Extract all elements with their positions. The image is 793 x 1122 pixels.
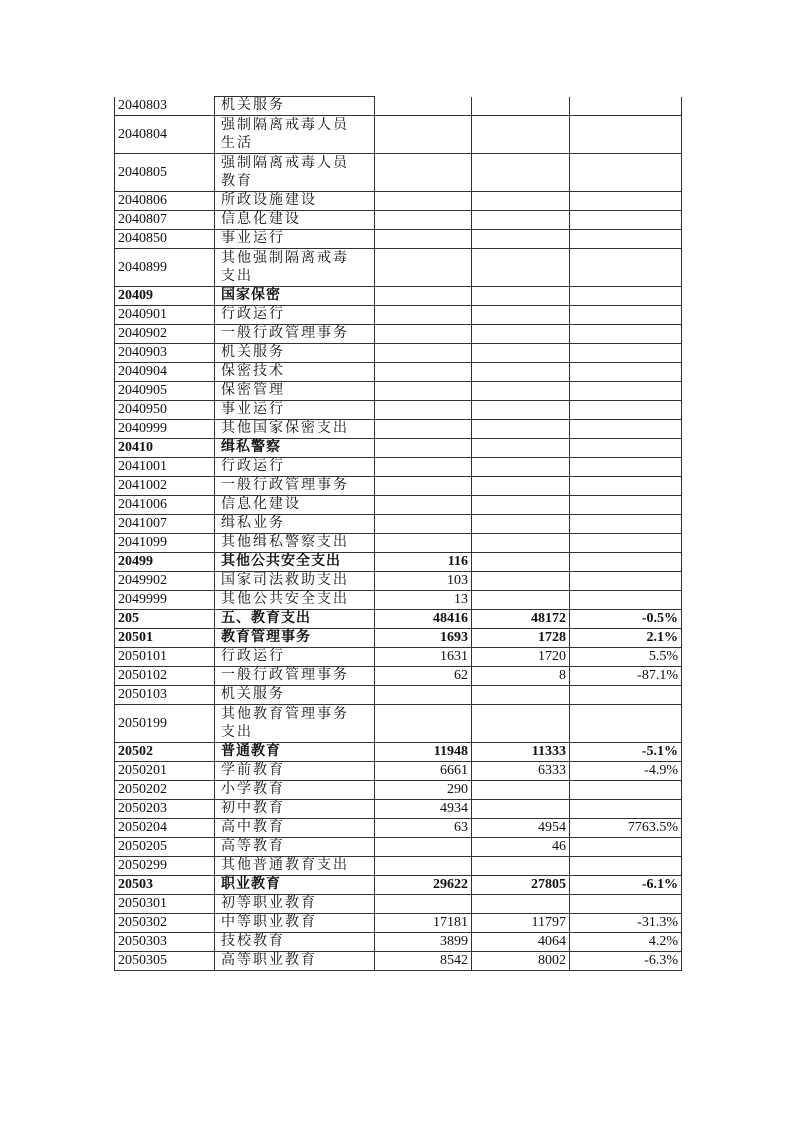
value-current-cell bbox=[472, 458, 570, 477]
table-row bbox=[115, 572, 682, 591]
value-prior-cell bbox=[375, 838, 472, 857]
name-cell: 信息化建设 bbox=[215, 211, 375, 230]
value-prior-cell bbox=[375, 401, 472, 420]
change-percent-cell bbox=[570, 534, 682, 553]
value-current-cell bbox=[472, 230, 570, 249]
code-cell: 2050302 bbox=[115, 914, 215, 933]
change-percent-cell bbox=[570, 895, 682, 914]
table-row bbox=[115, 325, 682, 344]
code-cell: 20409 bbox=[115, 287, 215, 306]
name-cell: 一般行政管理事务 bbox=[215, 667, 375, 686]
value-prior-cell: 8542 bbox=[375, 952, 472, 971]
change-percent-cell: -6.3% bbox=[570, 952, 682, 971]
value-current-cell: 4954 bbox=[472, 819, 570, 838]
name-cell: 所政设施建设 bbox=[215, 192, 375, 211]
budget-table-body bbox=[115, 97, 682, 971]
code-cell: 205 bbox=[115, 610, 215, 629]
value-current-cell: 1720 bbox=[472, 648, 570, 667]
name-cell: 其他强制隔离戒毒支出 bbox=[215, 249, 375, 287]
table-row bbox=[115, 952, 682, 971]
value-prior-cell: 103 bbox=[375, 572, 472, 591]
budget-table bbox=[114, 96, 682, 971]
name-cell: 职业教育 bbox=[215, 876, 375, 895]
table-row-category bbox=[115, 876, 682, 895]
value-prior-cell bbox=[375, 458, 472, 477]
change-percent-cell bbox=[570, 572, 682, 591]
change-percent-cell: 5.5% bbox=[570, 648, 682, 667]
code-cell: 2041099 bbox=[115, 534, 215, 553]
value-current-cell bbox=[472, 344, 570, 363]
value-current-cell: 8002 bbox=[472, 952, 570, 971]
name-cell: 保密管理 bbox=[215, 382, 375, 401]
value-prior-cell bbox=[375, 325, 472, 344]
value-prior-cell bbox=[375, 97, 472, 116]
change-percent-cell: 2.1% bbox=[570, 629, 682, 648]
change-percent-cell bbox=[570, 800, 682, 819]
value-prior-cell bbox=[375, 705, 472, 743]
value-prior-cell: 1631 bbox=[375, 648, 472, 667]
table-row bbox=[115, 667, 682, 686]
name-cell: 机关服务 bbox=[215, 686, 375, 705]
name-cell: 其他普通教育支出 bbox=[215, 857, 375, 876]
name-cell: 强制隔离戒毒人员教育 bbox=[215, 154, 375, 192]
value-prior-cell bbox=[375, 496, 472, 515]
change-percent-cell: -87.1% bbox=[570, 667, 682, 686]
code-cell: 2040902 bbox=[115, 325, 215, 344]
name-cell: 保密技术 bbox=[215, 363, 375, 382]
change-percent-cell bbox=[570, 686, 682, 705]
value-prior-cell: 62 bbox=[375, 667, 472, 686]
change-percent-cell bbox=[570, 97, 682, 116]
code-cell: 2050102 bbox=[115, 667, 215, 686]
name-cell: 国家保密 bbox=[215, 287, 375, 306]
code-cell: 2050101 bbox=[115, 648, 215, 667]
name-cell: 学前教育 bbox=[215, 762, 375, 781]
change-percent-cell: -31.3% bbox=[570, 914, 682, 933]
value-prior-cell: 11948 bbox=[375, 743, 472, 762]
table-row bbox=[115, 249, 682, 287]
value-current-cell: 11797 bbox=[472, 914, 570, 933]
table-row bbox=[115, 192, 682, 211]
value-current-cell bbox=[472, 363, 570, 382]
value-prior-cell: 116 bbox=[375, 553, 472, 572]
value-current-cell bbox=[472, 895, 570, 914]
code-cell: 2050299 bbox=[115, 857, 215, 876]
name-cell: 信息化建设 bbox=[215, 496, 375, 515]
value-current-cell bbox=[472, 325, 570, 344]
change-percent-cell bbox=[570, 211, 682, 230]
name-cell: 教育管理事务 bbox=[215, 629, 375, 648]
code-cell: 2050301 bbox=[115, 895, 215, 914]
name-cell: 一般行政管理事务 bbox=[215, 477, 375, 496]
value-current-cell bbox=[472, 306, 570, 325]
code-cell: 2040850 bbox=[115, 230, 215, 249]
value-current-cell: 1728 bbox=[472, 629, 570, 648]
value-prior-cell bbox=[375, 249, 472, 287]
table-row-category bbox=[115, 287, 682, 306]
name-cell: 其他公共安全支出 bbox=[215, 553, 375, 572]
name-cell: 其他教育管理事务支出 bbox=[215, 705, 375, 743]
change-percent-cell bbox=[570, 857, 682, 876]
change-percent-cell bbox=[570, 439, 682, 458]
table-row bbox=[115, 477, 682, 496]
value-prior-cell bbox=[375, 344, 472, 363]
value-prior-cell bbox=[375, 154, 472, 192]
code-cell: 2050203 bbox=[115, 800, 215, 819]
code-cell: 2050204 bbox=[115, 819, 215, 838]
value-current-cell bbox=[472, 496, 570, 515]
table-row-category bbox=[115, 439, 682, 458]
name-cell: 缉私警察 bbox=[215, 439, 375, 458]
value-current-cell: 4064 bbox=[472, 933, 570, 952]
change-percent-cell: 7763.5% bbox=[570, 819, 682, 838]
change-percent-cell bbox=[570, 591, 682, 610]
name-cell: 强制隔离戒毒人员生活 bbox=[215, 116, 375, 154]
value-prior-cell bbox=[375, 515, 472, 534]
value-prior-cell: 290 bbox=[375, 781, 472, 800]
change-percent-cell bbox=[570, 344, 682, 363]
code-cell: 2040803 bbox=[115, 97, 215, 116]
name-cell: 国家司法救助支出 bbox=[215, 572, 375, 591]
change-percent-cell bbox=[570, 458, 682, 477]
code-cell: 2050202 bbox=[115, 781, 215, 800]
value-current-cell bbox=[472, 705, 570, 743]
table-row bbox=[115, 363, 682, 382]
code-cell: 2040899 bbox=[115, 249, 215, 287]
table-row bbox=[115, 230, 682, 249]
table-row bbox=[115, 914, 682, 933]
code-cell: 2041007 bbox=[115, 515, 215, 534]
name-cell: 小学教育 bbox=[215, 781, 375, 800]
code-cell: 20499 bbox=[115, 553, 215, 572]
name-cell: 缉私业务 bbox=[215, 515, 375, 534]
name-cell: 技校教育 bbox=[215, 933, 375, 952]
code-cell: 2041001 bbox=[115, 458, 215, 477]
change-percent-cell bbox=[570, 363, 682, 382]
code-cell: 2040901 bbox=[115, 306, 215, 325]
value-prior-cell: 13 bbox=[375, 591, 472, 610]
value-prior-cell bbox=[375, 192, 472, 211]
value-current-cell bbox=[472, 401, 570, 420]
value-current-cell bbox=[472, 781, 570, 800]
value-current-cell bbox=[472, 591, 570, 610]
code-cell: 2050103 bbox=[115, 686, 215, 705]
value-current-cell bbox=[472, 800, 570, 819]
change-percent-cell bbox=[570, 420, 682, 439]
value-prior-cell: 29622 bbox=[375, 876, 472, 895]
table-row bbox=[115, 686, 682, 705]
code-cell: 2040905 bbox=[115, 382, 215, 401]
value-current-cell bbox=[472, 192, 570, 211]
value-current-cell: 6333 bbox=[472, 762, 570, 781]
value-prior-cell bbox=[375, 363, 472, 382]
table-row bbox=[115, 838, 682, 857]
name-cell: 行政运行 bbox=[215, 458, 375, 477]
table-row bbox=[115, 306, 682, 325]
change-percent-cell bbox=[570, 306, 682, 325]
code-cell: 2041002 bbox=[115, 477, 215, 496]
change-percent-cell: 4.2% bbox=[570, 933, 682, 952]
value-current-cell bbox=[472, 97, 570, 116]
table-row bbox=[115, 800, 682, 819]
code-cell: 2049902 bbox=[115, 572, 215, 591]
table-row bbox=[115, 819, 682, 838]
value-prior-cell bbox=[375, 534, 472, 553]
value-current-cell: 8 bbox=[472, 667, 570, 686]
change-percent-cell bbox=[570, 192, 682, 211]
table-row-category bbox=[115, 553, 682, 572]
code-cell: 2050199 bbox=[115, 705, 215, 743]
code-cell: 2050303 bbox=[115, 933, 215, 952]
table-row bbox=[115, 648, 682, 667]
value-current-cell bbox=[472, 249, 570, 287]
table-row bbox=[115, 515, 682, 534]
value-current-cell bbox=[472, 857, 570, 876]
name-cell: 其他国家保密支出 bbox=[215, 420, 375, 439]
table-row bbox=[115, 420, 682, 439]
code-cell: 2040950 bbox=[115, 401, 215, 420]
table-row bbox=[115, 933, 682, 952]
name-cell: 事业运行 bbox=[215, 230, 375, 249]
value-prior-cell: 1693 bbox=[375, 629, 472, 648]
value-current-cell: 48172 bbox=[472, 610, 570, 629]
change-percent-cell bbox=[570, 230, 682, 249]
value-prior-cell bbox=[375, 382, 472, 401]
code-cell: 2040999 bbox=[115, 420, 215, 439]
value-prior-cell bbox=[375, 420, 472, 439]
code-cell: 2040804 bbox=[115, 116, 215, 154]
value-current-cell: 46 bbox=[472, 838, 570, 857]
code-cell: 2049999 bbox=[115, 591, 215, 610]
value-prior-cell bbox=[375, 230, 472, 249]
value-current-cell bbox=[472, 572, 570, 591]
name-cell: 一般行政管理事务 bbox=[215, 325, 375, 344]
code-cell: 2050205 bbox=[115, 838, 215, 857]
code-cell: 2040903 bbox=[115, 344, 215, 363]
value-current-cell bbox=[472, 116, 570, 154]
value-prior-cell bbox=[375, 306, 472, 325]
change-percent-cell bbox=[570, 287, 682, 306]
value-prior-cell bbox=[375, 895, 472, 914]
code-cell: 2040904 bbox=[115, 363, 215, 382]
value-prior-cell: 4934 bbox=[375, 800, 472, 819]
table-row bbox=[115, 781, 682, 800]
change-percent-cell bbox=[570, 154, 682, 192]
change-percent-cell bbox=[570, 838, 682, 857]
code-cell: 20502 bbox=[115, 743, 215, 762]
code-cell: 2050305 bbox=[115, 952, 215, 971]
value-current-cell bbox=[472, 515, 570, 534]
change-percent-cell bbox=[570, 325, 682, 344]
name-cell: 高等教育 bbox=[215, 838, 375, 857]
value-current-cell bbox=[472, 154, 570, 192]
change-percent-cell: -5.1% bbox=[570, 743, 682, 762]
table-row bbox=[115, 116, 682, 154]
table-row bbox=[115, 382, 682, 401]
value-current-cell: 11333 bbox=[472, 743, 570, 762]
value-prior-cell bbox=[375, 287, 472, 306]
value-current-cell bbox=[472, 686, 570, 705]
code-cell: 20501 bbox=[115, 629, 215, 648]
value-current-cell bbox=[472, 211, 570, 230]
table-row-category bbox=[115, 629, 682, 648]
table-row bbox=[115, 211, 682, 230]
table-row bbox=[115, 857, 682, 876]
value-prior-cell bbox=[375, 439, 472, 458]
change-percent-cell bbox=[570, 382, 682, 401]
table-row bbox=[115, 705, 682, 743]
table-row bbox=[115, 154, 682, 192]
value-prior-cell: 63 bbox=[375, 819, 472, 838]
name-cell: 高中教育 bbox=[215, 819, 375, 838]
value-current-cell bbox=[472, 553, 570, 572]
value-current-cell bbox=[472, 420, 570, 439]
name-cell: 初等职业教育 bbox=[215, 895, 375, 914]
name-cell: 行政运行 bbox=[215, 648, 375, 667]
value-current-cell bbox=[472, 477, 570, 496]
name-cell: 五、教育支出 bbox=[215, 610, 375, 629]
table-row-category bbox=[115, 743, 682, 762]
name-cell: 初中教育 bbox=[215, 800, 375, 819]
change-percent-cell bbox=[570, 515, 682, 534]
change-percent-cell: -6.1% bbox=[570, 876, 682, 895]
value-prior-cell bbox=[375, 116, 472, 154]
code-cell: 2040807 bbox=[115, 211, 215, 230]
table-row bbox=[115, 591, 682, 610]
change-percent-cell bbox=[570, 249, 682, 287]
value-current-cell bbox=[472, 287, 570, 306]
value-prior-cell bbox=[375, 857, 472, 876]
code-cell: 20503 bbox=[115, 876, 215, 895]
change-percent-cell bbox=[570, 781, 682, 800]
name-cell: 行政运行 bbox=[215, 306, 375, 325]
table-row-category bbox=[115, 610, 682, 629]
change-percent-cell bbox=[570, 401, 682, 420]
value-prior-cell bbox=[375, 211, 472, 230]
value-prior-cell: 48416 bbox=[375, 610, 472, 629]
value-current-cell bbox=[472, 439, 570, 458]
value-prior-cell: 17181 bbox=[375, 914, 472, 933]
table-row bbox=[115, 97, 682, 116]
code-cell: 2040806 bbox=[115, 192, 215, 211]
change-percent-cell: -4.9% bbox=[570, 762, 682, 781]
name-cell: 其他缉私警察支出 bbox=[215, 534, 375, 553]
table-row bbox=[115, 344, 682, 363]
table-row bbox=[115, 534, 682, 553]
code-cell: 20410 bbox=[115, 439, 215, 458]
value-current-cell bbox=[472, 534, 570, 553]
name-cell: 机关服务 bbox=[215, 344, 375, 363]
value-prior-cell: 3899 bbox=[375, 933, 472, 952]
change-percent-cell bbox=[570, 496, 682, 515]
name-cell: 普通教育 bbox=[215, 743, 375, 762]
value-prior-cell bbox=[375, 686, 472, 705]
name-cell: 事业运行 bbox=[215, 401, 375, 420]
change-percent-cell: -0.5% bbox=[570, 610, 682, 629]
table-row bbox=[115, 762, 682, 781]
value-current-cell: 27805 bbox=[472, 876, 570, 895]
table-row bbox=[115, 496, 682, 515]
table-row bbox=[115, 895, 682, 914]
table-row bbox=[115, 458, 682, 477]
code-cell: 2041006 bbox=[115, 496, 215, 515]
change-percent-cell bbox=[570, 116, 682, 154]
value-current-cell bbox=[472, 382, 570, 401]
name-cell: 中等职业教育 bbox=[215, 914, 375, 933]
name-cell: 高等职业教育 bbox=[215, 952, 375, 971]
table-row bbox=[115, 401, 682, 420]
change-percent-cell bbox=[570, 477, 682, 496]
name-cell: 机关服务 bbox=[215, 97, 375, 116]
code-cell: 2040805 bbox=[115, 154, 215, 192]
value-prior-cell bbox=[375, 477, 472, 496]
change-percent-cell bbox=[570, 553, 682, 572]
name-cell: 其他公共安全支出 bbox=[215, 591, 375, 610]
code-cell: 2050201 bbox=[115, 762, 215, 781]
value-prior-cell: 6661 bbox=[375, 762, 472, 781]
change-percent-cell bbox=[570, 705, 682, 743]
